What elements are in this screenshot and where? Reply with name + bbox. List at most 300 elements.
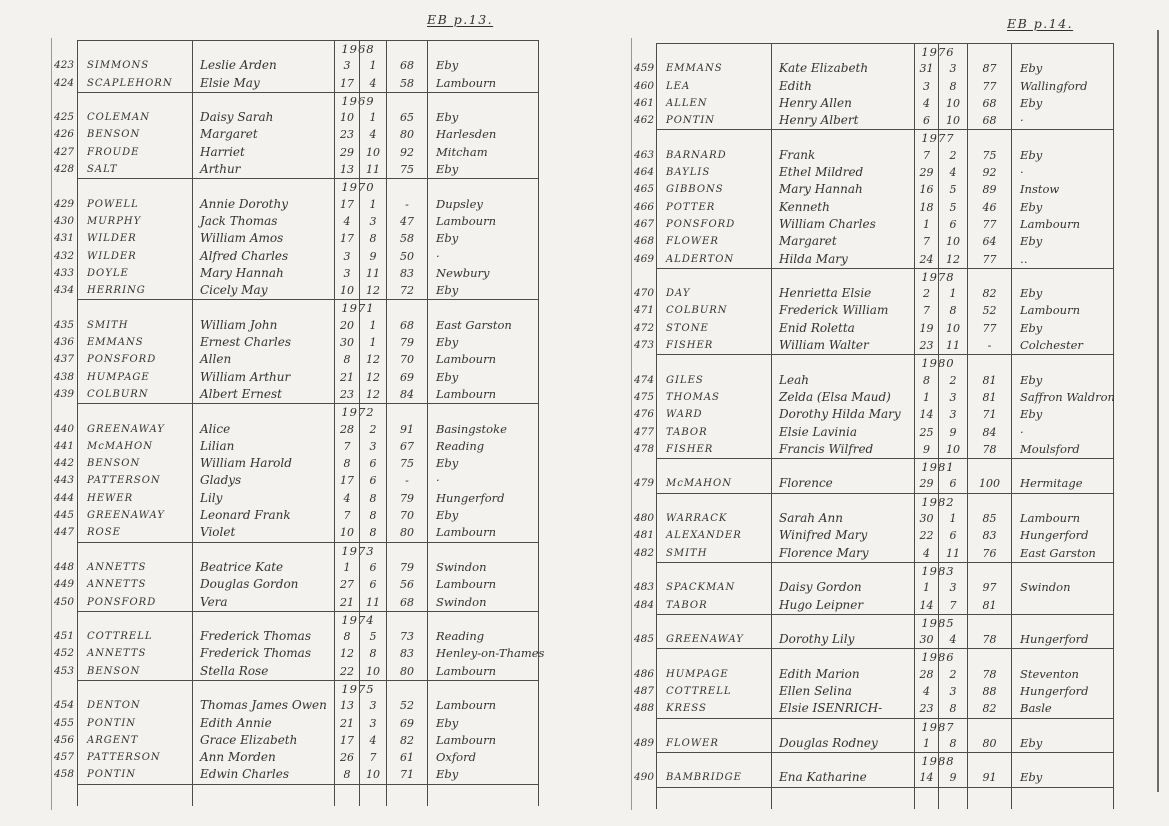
record-row	[631, 302, 1114, 319]
cell-number: 482	[634, 546, 655, 559]
cell-forenames	[771, 493, 914, 510]
cell-forenames	[771, 562, 914, 579]
cell-forenames: Hilda Mary	[771, 251, 914, 268]
cell-day	[334, 403, 375, 420]
cell-number	[631, 718, 656, 735]
cell-number	[51, 299, 77, 316]
cell-number	[631, 562, 656, 579]
cell-forenames: Ellen Selina	[771, 683, 914, 700]
cell-day	[334, 92, 375, 109]
cell-number	[51, 40, 77, 57]
record-row	[631, 372, 1114, 389]
cell-surname	[656, 268, 771, 285]
cell-forenames: Douglas Rodney	[771, 735, 914, 752]
year-label: 1969	[341, 93, 375, 108]
cell-place: Eby	[1011, 233, 1114, 250]
cell-age	[967, 458, 1011, 475]
cell-surname: FISHER	[656, 441, 771, 458]
year-row	[631, 354, 1114, 371]
cell-surname: EMMANS	[77, 334, 192, 351]
cell-month: 11	[938, 337, 967, 354]
cell-number: 435	[54, 318, 75, 331]
cell-age: 82	[386, 732, 427, 749]
cell-forenames	[192, 92, 334, 109]
cell-place: ·	[427, 248, 539, 265]
cell-place	[427, 92, 539, 109]
cell-place: Eby	[1011, 769, 1114, 786]
cell-surname: BENSON	[77, 455, 192, 472]
cell-place: Lambourn	[1011, 302, 1114, 319]
cell-age: 82	[967, 700, 1011, 717]
cell-forenames	[192, 178, 334, 195]
record-row	[51, 663, 539, 680]
cell-month	[938, 43, 967, 60]
year-row	[631, 493, 1114, 510]
cell-surname	[656, 787, 771, 809]
cell-surname: ROSE	[77, 524, 192, 541]
cell-age: 78	[967, 666, 1011, 683]
cell-age: 83	[386, 265, 427, 282]
cell-month: 10	[938, 112, 967, 129]
cell-surname: POWELL	[77, 196, 192, 213]
cell-place: ·	[1011, 112, 1114, 129]
cell-month: 1	[359, 317, 386, 334]
cell-surname: LEA	[656, 78, 771, 95]
cell-month: 8	[938, 78, 967, 95]
cell-day: 10	[334, 524, 359, 541]
cell-number	[51, 680, 77, 697]
cell-surname: ALEXANDER	[656, 527, 771, 544]
cell-age: 68	[967, 112, 1011, 129]
cell-age	[967, 752, 1011, 769]
cell-age	[967, 718, 1011, 735]
year-label: 1974	[341, 612, 375, 627]
record-row	[51, 576, 539, 593]
cell-month	[938, 787, 967, 809]
cell-surname	[77, 40, 192, 57]
cell-surname: WARRACK	[656, 510, 771, 527]
cell-day: 1	[914, 579, 938, 596]
cell-place: Hermitage	[1011, 475, 1114, 492]
cell-surname: ALLEN	[656, 95, 771, 112]
cell-number	[631, 43, 656, 60]
year-label: 1982	[921, 494, 955, 509]
cell-age	[967, 354, 1011, 371]
cell-surname: COLBURN	[656, 302, 771, 319]
record-row	[631, 683, 1114, 700]
cell-month: 12	[359, 351, 386, 368]
cell-day: 8	[334, 766, 359, 783]
cell-month: 3	[938, 683, 967, 700]
cell-forenames: Dorothy Hilda Mary	[771, 406, 914, 423]
cell-forenames: Grace Elizabeth	[192, 732, 334, 749]
cell-place: Lambourn	[1011, 510, 1114, 527]
cell-month	[359, 40, 386, 57]
cell-number: 424	[54, 76, 75, 89]
cell-number: 475	[634, 390, 655, 403]
cell-forenames: Gladys	[192, 472, 334, 489]
cell-place	[427, 299, 539, 316]
cell-day: 4	[914, 683, 938, 700]
page-right	[631, 0, 1169, 826]
cell-place: Lambourn	[427, 576, 539, 593]
cell-surname: HUMPAGE	[656, 666, 771, 683]
cell-forenames: William Amos	[192, 230, 334, 247]
record-row	[51, 351, 539, 368]
year-row	[51, 611, 539, 628]
cell-month: 8	[359, 524, 386, 541]
cell-place	[1011, 787, 1114, 809]
cell-forenames: Lily	[192, 490, 334, 507]
cell-number: 489	[634, 736, 655, 749]
cell-day: 12	[334, 645, 359, 662]
cell-number: 455	[54, 716, 75, 729]
cell-day: 14	[914, 406, 938, 423]
cell-month: 6	[359, 576, 386, 593]
cell-place: Swindon	[427, 594, 539, 611]
cell-forenames: William Walter	[771, 337, 914, 354]
cell-number: 453	[54, 664, 75, 677]
cell-place: Mitcham	[427, 144, 539, 161]
cell-place	[1011, 597, 1114, 614]
cell-month: 8	[359, 230, 386, 247]
cell-month	[938, 562, 967, 579]
cell-surname: DENTON	[77, 697, 192, 714]
cell-month: 1	[359, 109, 386, 126]
cell-day: 28	[334, 421, 359, 438]
cell-day: 7	[914, 233, 938, 250]
year-label: 1973	[341, 543, 375, 558]
cell-surname	[656, 354, 771, 371]
cell-place: Wallingford	[1011, 78, 1114, 95]
cell-surname	[77, 178, 192, 195]
cell-age	[386, 542, 427, 559]
cell-place	[427, 784, 539, 806]
cell-surname: THOMAS	[656, 389, 771, 406]
year-row	[631, 718, 1114, 735]
cell-number: 440	[54, 422, 75, 435]
cell-forenames: Mary Hannah	[771, 181, 914, 198]
record-row	[51, 715, 539, 732]
cell-age: 92	[386, 144, 427, 161]
cell-forenames: Edith Annie	[192, 715, 334, 732]
cell-surname	[656, 614, 771, 631]
cell-place: Reading	[427, 628, 539, 645]
cell-month: 2	[938, 147, 967, 164]
year-row	[51, 178, 539, 195]
cell-place: Reading	[427, 438, 539, 455]
cell-day: 22	[914, 527, 938, 544]
cell-number	[631, 752, 656, 769]
cell-age: 79	[386, 490, 427, 507]
cell-surname: McMAHON	[656, 475, 771, 492]
cell-month	[359, 403, 386, 420]
cell-surname: PONSFORD	[77, 351, 192, 368]
cell-forenames: William Charles	[771, 216, 914, 233]
year-row	[51, 680, 539, 697]
cell-age: 84	[967, 424, 1011, 441]
cell-number: 439	[54, 387, 75, 400]
cell-day	[334, 784, 359, 806]
year-label: 1978	[921, 269, 955, 284]
cell-forenames: Sarah Ann	[771, 510, 914, 527]
record-row	[51, 386, 539, 403]
cell-forenames	[192, 611, 334, 628]
record-row	[51, 749, 539, 766]
record-row	[51, 265, 539, 282]
cell-surname: SMITH	[77, 317, 192, 334]
cell-place: Hungerford	[1011, 683, 1114, 700]
record-row	[51, 75, 539, 92]
cell-surname: SPACKMAN	[656, 579, 771, 596]
cell-surname	[656, 458, 771, 475]
cell-surname: DAY	[656, 285, 771, 302]
cell-place: Eby	[427, 334, 539, 351]
cell-place: Eby	[1011, 320, 1114, 337]
cell-month	[938, 493, 967, 510]
cell-forenames: Margaret	[192, 126, 334, 143]
cell-place: Eby	[427, 369, 539, 386]
cell-forenames: Henry Albert	[771, 112, 914, 129]
year-row	[631, 562, 1114, 579]
cell-age: 85	[967, 510, 1011, 527]
record-row	[631, 199, 1114, 216]
cell-forenames: Allen	[192, 351, 334, 368]
cell-place: Lambourn	[427, 732, 539, 749]
cell-surname: SCAPLEHORN	[77, 75, 192, 92]
cell-surname: BAMBRIDGE	[656, 769, 771, 786]
cell-number	[51, 403, 77, 420]
cell-surname: GIBBONS	[656, 181, 771, 198]
cell-forenames	[771, 268, 914, 285]
record-row	[51, 455, 539, 472]
cell-age: 79	[386, 559, 427, 576]
cell-forenames: Kate Elizabeth	[771, 60, 914, 77]
cell-forenames: Ena Katharine	[771, 769, 914, 786]
record-row	[51, 697, 539, 714]
cell-surname	[77, 542, 192, 559]
cell-surname: ARGENT	[77, 732, 192, 749]
cell-place: Lambourn	[427, 697, 539, 714]
cell-number	[631, 268, 656, 285]
cell-day: 3	[914, 78, 938, 95]
year-label: 1975	[341, 681, 375, 696]
cell-month: 10	[938, 233, 967, 250]
cell-forenames: Violet	[192, 524, 334, 541]
cell-age: 83	[386, 645, 427, 662]
cell-month: 8	[938, 700, 967, 717]
cell-number	[631, 458, 656, 475]
cell-number: 433	[54, 266, 75, 279]
cell-age: 91	[967, 769, 1011, 786]
cell-number	[51, 542, 77, 559]
year-row	[631, 458, 1114, 475]
cell-day: 1	[914, 389, 938, 406]
cell-age: 52	[967, 302, 1011, 319]
cell-number: 464	[634, 166, 655, 179]
cell-forenames	[771, 458, 914, 475]
record-row	[51, 230, 539, 247]
cell-surname: GREENAWAY	[77, 507, 192, 524]
cell-day: 4	[914, 545, 938, 562]
cell-day	[914, 718, 955, 735]
cell-age	[967, 43, 1011, 60]
cell-day	[914, 493, 955, 510]
cell-day: 4	[914, 95, 938, 112]
cell-month: 3	[359, 438, 386, 455]
cell-surname: COLBURN	[77, 386, 192, 403]
cell-number: 431	[54, 232, 75, 245]
cell-forenames: Frederick Thomas	[192, 645, 334, 662]
cell-day	[914, 458, 955, 475]
cell-surname: PONTIN	[77, 766, 192, 783]
cell-surname: SMITH	[656, 545, 771, 562]
cell-day: 7	[914, 147, 938, 164]
cell-number: 457	[54, 751, 75, 764]
record-row	[51, 317, 539, 334]
cell-number: 451	[54, 630, 75, 643]
record-row	[631, 406, 1114, 423]
cell-forenames: Enid Roletta	[771, 320, 914, 337]
record-row	[51, 645, 545, 662]
year-row	[51, 40, 539, 57]
cell-surname: TABOR	[656, 424, 771, 441]
record-row	[51, 213, 539, 230]
cell-age	[386, 92, 427, 109]
cell-month: 7	[359, 749, 386, 766]
record-row	[51, 126, 539, 143]
tail-row	[51, 784, 539, 806]
cell-day: 17	[334, 75, 359, 92]
cell-forenames	[771, 648, 914, 665]
cell-day: 13	[334, 697, 359, 714]
cell-number	[631, 493, 656, 510]
record-row	[51, 766, 539, 783]
cell-number: 479	[634, 477, 655, 490]
cell-surname: PONTIN	[656, 112, 771, 129]
year-label: 1987	[921, 719, 955, 734]
cell-number: 425	[54, 111, 75, 124]
cell-forenames: Alfred Charles	[192, 248, 334, 265]
cell-surname: BARNARD	[656, 147, 771, 164]
cell-forenames: Annie Dorothy	[192, 196, 334, 213]
year-label: 1986	[921, 650, 955, 665]
cell-day: 3	[334, 265, 359, 282]
cell-number: 488	[634, 702, 655, 715]
cell-place: ·	[427, 472, 539, 489]
cell-age: 80	[386, 126, 427, 143]
cell-day: 7	[334, 438, 359, 455]
cell-forenames: Cicely May	[192, 282, 334, 299]
cell-month: 5	[938, 181, 967, 198]
cell-age: 77	[967, 216, 1011, 233]
cell-month: 6	[938, 527, 967, 544]
cell-forenames: Frank	[771, 147, 914, 164]
cell-age: 64	[967, 233, 1011, 250]
cell-forenames: Alice	[192, 421, 334, 438]
cell-place: Steventon	[1011, 666, 1114, 683]
cell-age: 79	[386, 334, 427, 351]
cell-day: 23	[914, 337, 938, 354]
cell-forenames: Arthur	[192, 161, 334, 178]
cell-day: 24	[914, 251, 938, 268]
cell-forenames: Henry Allen	[771, 95, 914, 112]
cell-day	[334, 40, 375, 57]
cell-age: 69	[386, 715, 427, 732]
cell-age	[386, 299, 427, 316]
cell-age: 52	[386, 697, 427, 714]
cell-day: 26	[334, 749, 359, 766]
cell-surname: FLOWER	[656, 735, 771, 752]
cell-month: 5	[938, 199, 967, 216]
cell-month: 6	[359, 472, 386, 489]
cell-number	[631, 648, 656, 665]
year-row	[51, 299, 539, 316]
cell-surname: FLOWER	[656, 233, 771, 250]
cell-surname: PONSFORD	[656, 216, 771, 233]
cell-month	[359, 92, 386, 109]
cell-month: 11	[359, 161, 386, 178]
cell-place	[427, 611, 539, 628]
cell-age: 58	[386, 230, 427, 247]
cell-forenames: Florence	[771, 475, 914, 492]
cell-day: 2	[914, 285, 938, 302]
record-row	[631, 527, 1114, 544]
cell-forenames: Ethel Mildred	[771, 164, 914, 181]
cell-surname: POTTER	[656, 199, 771, 216]
cell-place: Eby	[1011, 406, 1114, 423]
cell-surname: PATTERSON	[77, 749, 192, 766]
cell-forenames: Frederick Thomas	[192, 628, 334, 645]
cell-forenames: Zelda (Elsa Maud)	[771, 389, 914, 406]
record-row	[631, 735, 1114, 752]
cell-number	[51, 92, 77, 109]
cell-month: 10	[938, 320, 967, 337]
cell-age: 61	[386, 749, 427, 766]
cell-day	[914, 614, 955, 631]
cell-number: 465	[634, 183, 655, 196]
cell-surname	[77, 680, 192, 697]
cell-age: 77	[967, 78, 1011, 95]
cell-month	[359, 611, 386, 628]
cell-age: 71	[386, 766, 427, 783]
cell-surname: GREENAWAY	[656, 631, 771, 648]
cell-forenames: Henrietta Elsie	[771, 285, 914, 302]
record-row	[631, 510, 1114, 527]
year-row	[51, 542, 539, 559]
cell-day: 23	[914, 700, 938, 717]
cell-place: ·	[1011, 164, 1114, 181]
year-label: 1988	[921, 754, 955, 769]
cell-number	[631, 129, 656, 146]
cell-place: Lambourn	[427, 213, 539, 230]
cell-forenames: Margaret	[771, 233, 914, 250]
cell-forenames: Winifred Mary	[771, 527, 914, 544]
cell-month: 1	[359, 57, 386, 74]
cell-place: Lambourn	[1011, 216, 1114, 233]
cell-forenames: Lilian	[192, 438, 334, 455]
cell-age: 47	[386, 213, 427, 230]
cell-number: 487	[634, 684, 655, 697]
cell-number: 456	[54, 733, 75, 746]
cell-day	[914, 787, 938, 809]
year-label: 1976	[921, 45, 955, 59]
record-row	[631, 579, 1114, 596]
cell-age	[386, 40, 427, 57]
cell-age	[967, 648, 1011, 665]
cell-month: 8	[938, 302, 967, 319]
cell-age	[967, 129, 1011, 146]
